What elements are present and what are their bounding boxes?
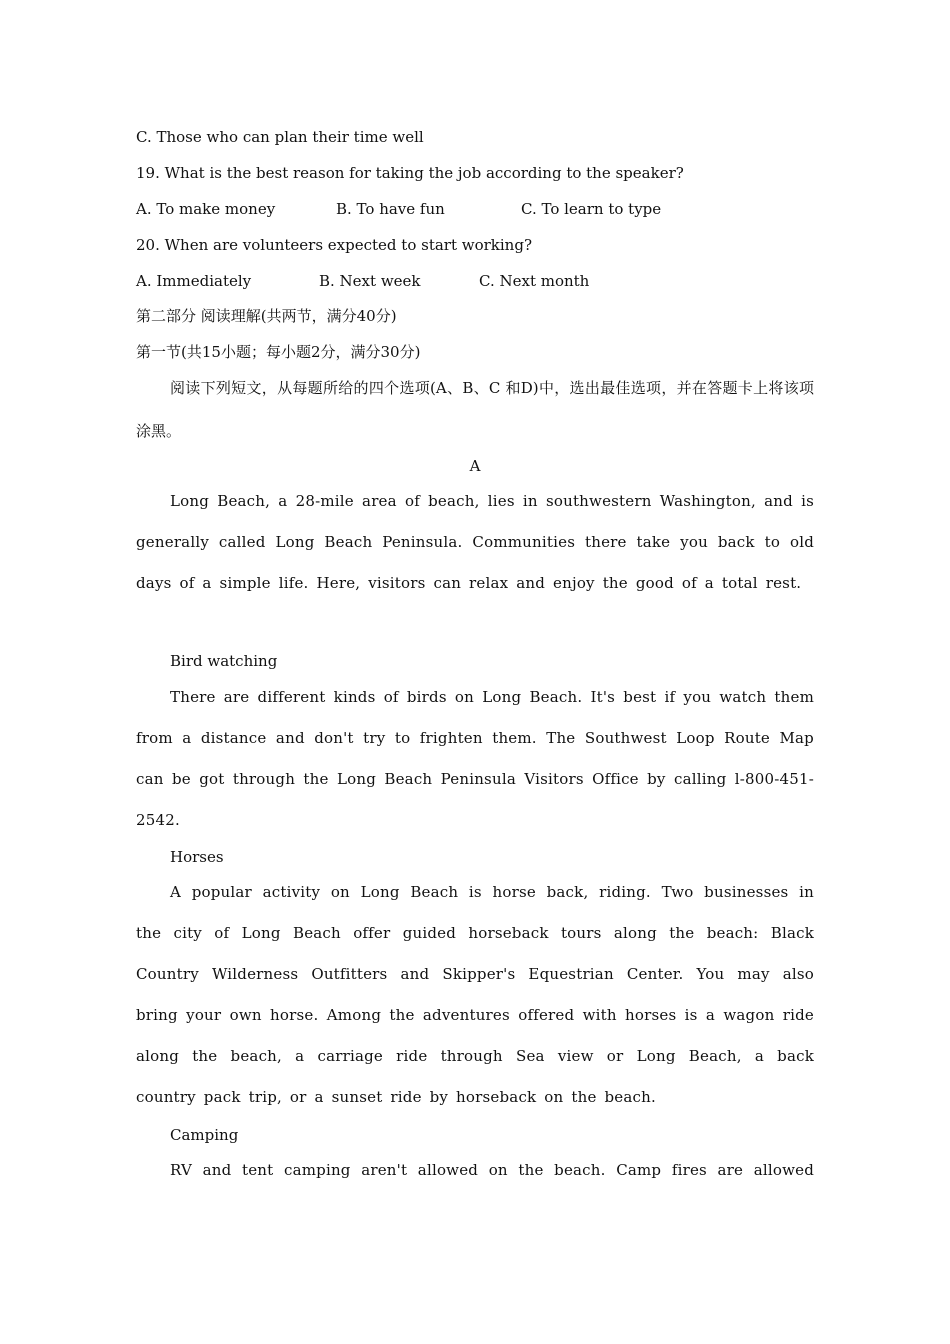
option-19c: C. To learn to type: [521, 200, 662, 218]
question-19-options: [0, 199, 950, 219]
option-20c: C. Next month: [479, 272, 590, 290]
section-text-horses: A popular activity on Long Beach is horse back, riding. Two businesses in the city of Long Beach offer guided horseback tours along the beach: Black Country Wilderness Outfitters and Skipper's Equestrian Center. You may also bring your own horse. Among the adventures offered with horses is a wagon ride along the beach, a carriage ride through Sea view or Long Beach, a back country pack trip, or a sunset ride by horseback on the beach.: [136, 883, 814, 1106]
section-heading-bird-watching: Bird watching: [170, 652, 278, 670]
option-19b: B. To have fun: [336, 200, 445, 218]
option-20b: B. Next week: [319, 272, 421, 290]
option-20a: A. Immediately: [136, 272, 252, 290]
part2-heading: 第二部分 阅读理解(共两节，满分40分): [136, 307, 397, 325]
question-19-stem: 19. What is the best reason for taking the job according to the speaker?: [136, 164, 684, 182]
section-heading-camping: Camping: [170, 1126, 239, 1144]
question-20-options: [0, 271, 950, 291]
section-heading-horses: Horses: [170, 848, 224, 866]
section-text-camping: RV and tent camping aren't allowed on the beach. Camp fires are allowed: [170, 1161, 814, 1179]
passage-label: A: [469, 457, 481, 475]
section-text-bird-watching: There are different kinds of birds on Long Beach. It's best if you watch them from a distance and don't try to frighten them. The Southwest Loop Route Map can be got through the Long Beach Peninsula Visitors Office by calling l-800-451-2542.: [136, 688, 814, 829]
section1-heading: 第一节(共15小题；每小题2分，满分30分): [136, 343, 421, 361]
option-18c: C. Those who can plan their time well: [136, 128, 424, 146]
intro-paragraph: Long Beach, a 28-mile area of beach, lies in southwestern Washington, and is generally called Long Beach Peninsula. Communities there take you back to old days of a simple life. Here, visitors can relax and enjoy the good of a total rest.: [136, 492, 814, 592]
instructions: 阅读下列短文，从每题所给的四个选项(A、B、C 和D)中，选出最佳选项，并在答题卡上将该项涂黑。: [136, 379, 814, 440]
question-20-stem: 20. When are volunteers expected to start working?: [136, 236, 532, 254]
option-19a: A. To make money: [136, 200, 276, 218]
